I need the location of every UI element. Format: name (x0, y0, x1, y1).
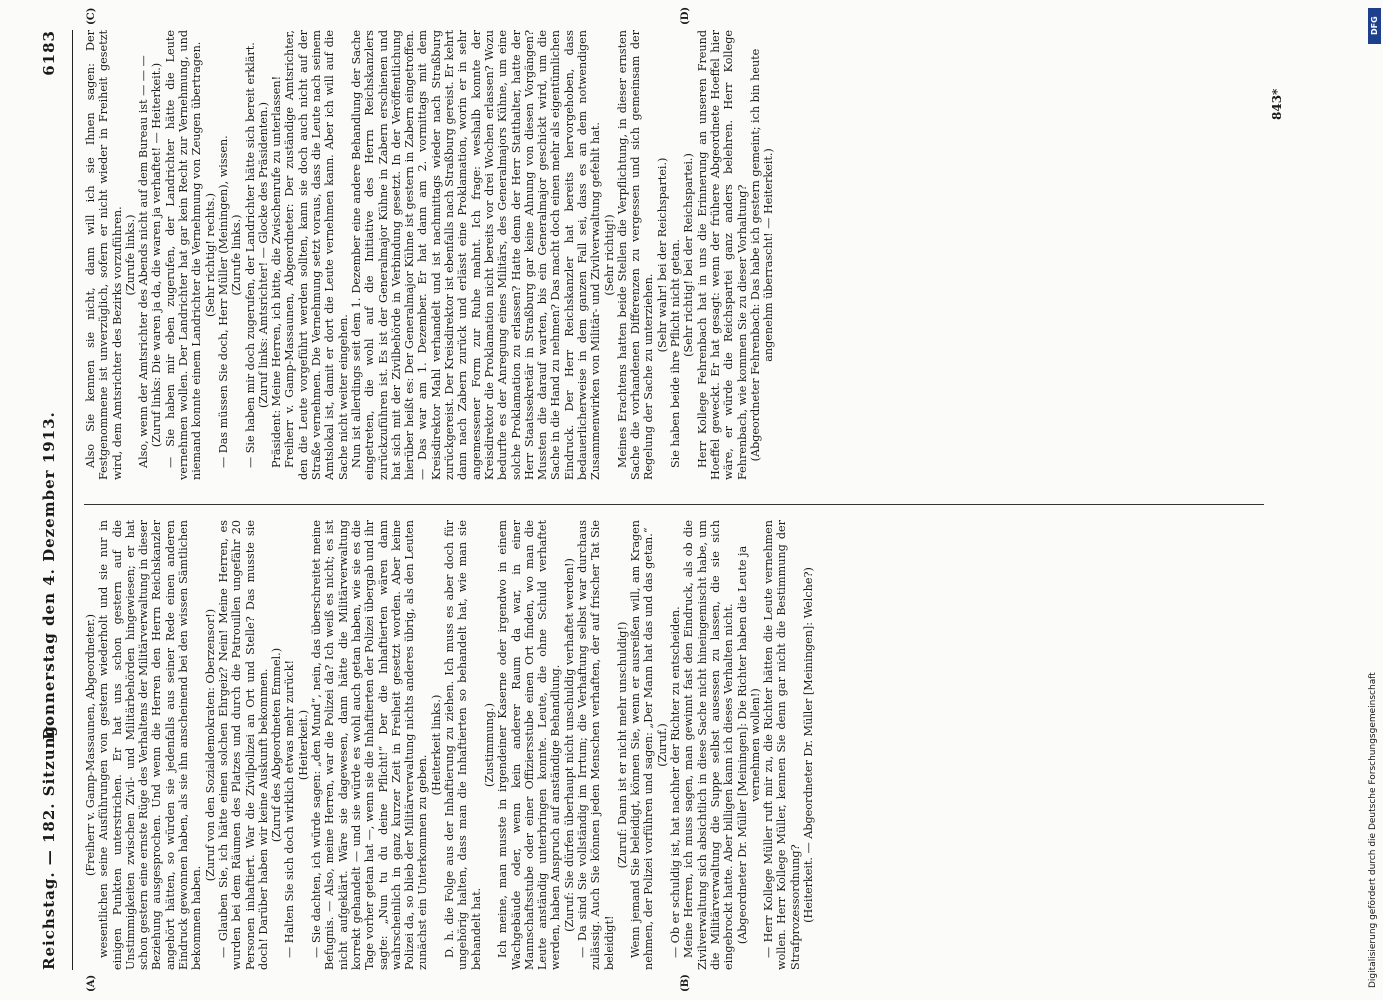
footer-page-number: 843* (1270, 88, 1284, 120)
paragraph: — Ob er schuldig ist, hat nachher der Richter zu entscheiden. (669, 606, 683, 958)
paragraph: (Sehr richtig!) (602, 214, 616, 296)
paragraph: (Sehr richtig! rechts.) (203, 192, 217, 318)
paragraph: (Zuruf links: Amtsrichter! — Glocke des Präsidenten.) (256, 101, 270, 409)
dfg-logo: DFG (1368, 8, 1381, 44)
paragraph: (Zuruf von den Sozialdemokraten: Oberzensor!) (203, 608, 217, 882)
paragraph: Präsident: Meine Herren, ich bitte, die Zwischenrufe zu unterlassen! (270, 75, 284, 468)
right-text-column (84, 30, 1264, 480)
paragraph: (Zustimmung.) (482, 703, 496, 787)
paragraph: Also Sie kennen sie nicht, dann will ich sie Ihnen sagen: Der Festgenommene ist unverzüglich, sofern er nicht wieder in Freiheit gesetzt wird, dem Amtsrichter des Bezirks vorzuführen. (84, 30, 124, 480)
paragraph: — Sie haben mir eben zugerufen, der Landrichter hätte die Leute vernehmen wollen. Der Landrichter hat gar kein Recht zur Vernehmung, und niemand konnte einem Landrichter die Vernehmung von Zeugen übertragen. (163, 30, 204, 480)
paragraph: Freiherr v. Gamp-Massaunen, Abgeordneter: Der zuständige Amtsrichter, den die Leute vorgeführt werden sollten, kann sie doch auch nicht auf der Straße vernehmen. Die Vernehmung setzt voraus, dass die Leute nach seinem Amtslokal ist, damit er dort die Leute vernehmen kann. Aber ich will auf die Sache nicht weiter eingehen. (283, 30, 350, 480)
paragraph: Meines Erachtens hatten beide Stellen die Verpflichtung, in dieser ernsten Sache die vorhandenen Differenzen zu vergessen und sich gemeinsam der Regelung der Sache zu unterziehen. (615, 30, 656, 480)
paragraph: — Sie haben mir doch zugerufen, der Landrichter hätte sich bereit erklärt. (243, 42, 257, 468)
header-page-number: 6183 (40, 30, 58, 76)
paragraph: (Abgeordneter Fehrenbach: Das habe ich gestern gemeint; ich bin heute angenehm überrascht! — Heiterkeit.) (748, 48, 776, 462)
paragraph: — Das müssen Sie doch, Herr Müller (Meiningen), wissen. (216, 135, 230, 468)
page-header (40, 30, 70, 970)
paragraph: (Freiherr v. Gamp-Massaunen, Abgeordneter.) (84, 614, 97, 876)
paragraph: Wenn jemand Sie beleidigt, können Sie, wenn er ausreißen will, am Kragen nehmen, der Polizei vorführen und sagen: „Der Mann hat das und das getan.“ (629, 520, 656, 970)
margin-marker-d: (D) (680, 6, 691, 25)
paragraph: (Zuruf: Dann ist er nicht mehr unschuldig!) (615, 621, 629, 869)
paragraph: (Zuruf des Abgeordneten Emmel.) (270, 647, 284, 843)
header-date: Donnerstag den 4. Dezember 1913. (40, 411, 58, 740)
margin-marker-a: (A) (86, 974, 97, 992)
paragraph: Nun ist allerdings seit dem 1. Dezember eine andere Behandlung der Sache eingetreten, die wohl auf die Initiative des Herrn Reichskanzlers zurückzuführen ist. Es ist der Generalmajor Kühne in Zabern erschienen und hat sich mit der Zivilbehörde in Verbindung gesetzt. In der Veröffentlichung hierüber heißt es: Der Generalmajor Kühne ist gestern in Zabern eingetroffen. — Das war am 1. Dezember. Er hat dann am 2. vormittags mit dem Kreisdirektor Mahl verhandelt und ist nachmittags wieder nach Straßburg zurückgereist. Der Kreisdirektor ist ebenfalls nach Straßburg gereist. Er kehrt dann nach Zabern zurück und erlässt eine Proklamation, worin er in sehr angemessener Form zur Ruhe mahnt. Ich frage: weshalb konnte der Kreisdirektor die Proklamation nicht bereits vor drei Wochen erlassen? Wozu bedurfte es der Anregung eines Militärs, des Generalmajors Kühne, um eine solche Proklamation zu erlassen? Hatte denn der Herr Statthalter, hatte der Herr Staatssekretär in Straßburg gar keine Ahnung von diesen Vorgängen? Mussten die darauf warten, bis ein Generalmajor geschickt wird, um die Sache in die Hand zu nehmen? Das macht doch einen mehr als eigentümlichen Eindruck. Der Herr Reichskanzler hat bereits hervorgehoben, dass bedauerlicherweise in dem ganzen Fall sei, dass es an dem notwendigen Zusammenwirken von Militär- und Zivilverwaltung gefehlt hat. (349, 30, 603, 480)
digitization-credit: Digitalisierung gefördert durch die Deutsche Forschungsgemeinschaft (1368, 672, 1378, 988)
paragraph: Herr Kollege Fehrenbach hat in uns die Erinnerung an unseren Freund Hoeffel geweckt. Er hat gesagt: wenn der frühere Abgeordnete Hoeffel hier wäre, er würde die Reichspartei ganz anders belehren. Herr Kollege Fehrenbach, wie kommen Sie zu dieser Vorhaltung? (695, 30, 749, 480)
paragraph: D. h. die Folge aus der Inhaftierung zu ziehen. Ich muss es aber doch für ungehörig halten, dass man die Inhaftierten so behandelt hat, wie man sie behandelt hat. (443, 520, 483, 970)
header-rule (72, 30, 73, 970)
paragraph: Sie haben beide ihre Pflicht nicht getan. (669, 239, 683, 468)
paragraph: (Zuruf.) (655, 723, 669, 767)
paragraph: (Heiterkeit.) (296, 709, 310, 781)
paragraph: (Zurufe links.) (230, 214, 244, 296)
paragraph: (Abgeordneter Dr. Müller [Meiningen]: Die Richter haben die Leute ja vernehmen wollen!) (735, 545, 762, 945)
paragraph: wesentlichen seine Ausführungen von gestern wiederholt und sie nur in einigen Punkten unterstrichen. Er hat uns schon gestern auf die Unstimmigkeiten zwischen Zivil- und Militärbehörden hingewiesen; er hat schon gestern eine ernste Rüge des Verhaltens der Militärverwaltung in dieser Beziehung ausgesprochen. Und wenn die Herren den Herrn Reichskanzler angehört hätten, so würden sie jedenfalls aus seiner Rede einen anderen Eindruck gewonnen haben, als sie ihn anscheinend bei den wissen Sämtlichen bekommen haben. (97, 520, 204, 970)
paragraph: (Heiterkeit. — Abgeordneter Dr. Müller [Meiningen]: Welche?) (802, 567, 816, 923)
paragraph: (Heiterkeit links.) (429, 694, 443, 796)
paragraph: — Halten Sie sich doch wirklich etwas mehr zurück! (283, 660, 297, 958)
paragraph: (Sehr wahr! bei der Reichspartei.) (655, 157, 669, 353)
paragraph: — Glauben Sie, ich hätte einen solchen Ehrgeiz? Nein! Meine Herren, es wurden bei dem Räumen des Platzes und durch die Patrouillen ungefähr 20 Personen inhaftiert. War die Zivilpolizei an Ort und Stelle? Das musste sie doch! Darüber haben wir keine Auskunft bekommen. (216, 520, 270, 970)
margin-marker-b: (B) (680, 974, 691, 992)
paragraph: Also, wenn der Amtsrichter des Abends nicht auf dem Bureau ist — — — (137, 55, 151, 468)
paragraph: Ich meine, man musste in irgendeiner Kaserne oder irgendwo in einem Wachgebäude oder, wenn kein anderer Raum da war, in einer Mannschaftsstube oder einer Offiziersstube einen Ort finden, wo man die Leute anständig unterbringen konnte. Leute, die ohne Schuld verhaftet werden, haben Anspruch auf anständige Behandlung. (496, 520, 563, 970)
paragraph: — Herr Kollege Müller ruft mir zu, die Richter hätten die Leute vernehmen wollen. Herr Kollege Müller, kennen Sie denn gar nicht die Bestimmung der Strafprozessordnung? (762, 520, 802, 970)
paragraph: — Sie dachten, ich würde sagen: „den Mund“, nein, das überschreitet meine Befugnis. — Also, meine Herren, war die Polizei da? Ich weiß es nicht; es ist nicht aufgeklärt. Wäre sie dagewesen, dann hätte die Militärverwaltung korrekt gehandelt — und sie würde es wohl auch getan haben, wie sie es die Tage vorher getan hat —, wenn sie die Inhaftierten der Polizei übergab und ihr sagte: „Nun tu du deine Pflicht!“ Der die Inhaftierten wären dann wahrscheinlich in ganz kurzer Zeit in Freiheit gesetzt worden. Aber keine Polizei da, so blieb der Militärverwaltung nichts anderes übrig, als den Leuten zunächst ein Unterkommen zu geben. (310, 520, 430, 970)
header-left: Reichstag. — 182. Sitzung. (40, 718, 58, 970)
column-separator (84, 504, 1264, 505)
paragraph: — Da sind Sie vollständig im Irrtum; die Verhaftung selbst war durchaus zulässig. Auch Sie können jeden Menschen verhaften, der auf frischer Tat Sie beleidigt! (575, 520, 616, 970)
paragraph: (Sehr richtig! bei der Reichspartei.) (682, 153, 696, 357)
paragraph: (Zurufe links.) (123, 214, 137, 296)
paragraph: Meine Herren, ich muss sagen, man gewinnt fast den Eindruck, als ob die Zivilverwaltung sich absichtlich in diese Sache nicht hineingemischt habe, um die Militärverwaltung die Suppe selbst ausessen zu lassen, die sie sich eingebrockt hatte. Aber billigen kann ich dieses Verhalten nicht. (682, 520, 736, 970)
left-text-column (84, 520, 1264, 970)
paragraph: (Zuruf links: Die waren ja da, die waren ja verhaftet! — Heiterkeit.) (150, 62, 164, 448)
paragraph: (Zuruf: Sie dürfen überhaupt nicht unschuldig verhaftet werden!) (562, 558, 576, 932)
margin-marker-c: (C) (86, 7, 97, 25)
